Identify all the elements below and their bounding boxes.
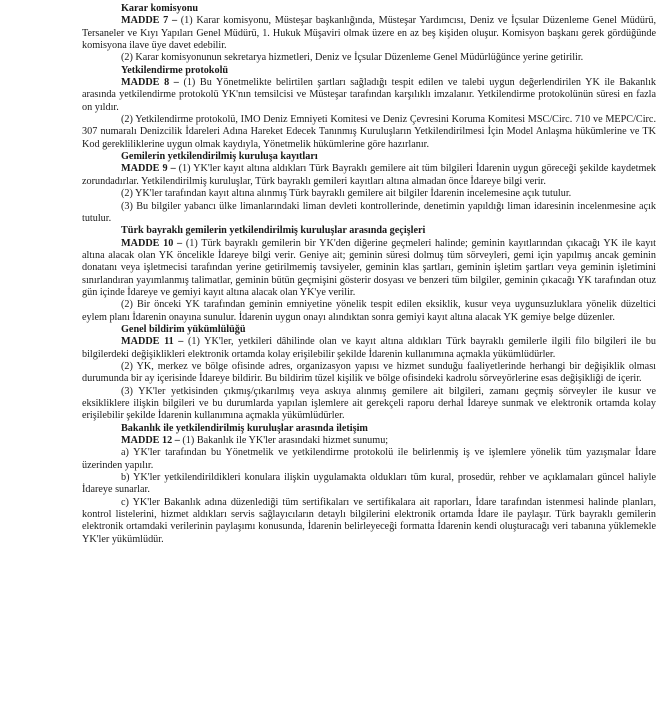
madde-12-label: MADDE 12 –: [121, 435, 180, 447]
madde-8-text: (1) Bu Yönetmelikte belirtilen şartları sağladığı tespit edilen ve talebi uygun değerlendirilen YK ile Bakanlık arasında yetkilendirme protokolü YK'nın temsilcisi ve Müsteşar tarafından karşılıklı imzalanır. Yetkilendirme protokolünün süresi en fazla on yıldır.: [82, 77, 656, 113]
madde-11-text: (1) YK'ler, yetkileri dâhilinde olan ve kayıt altına aldıkları Türk bayraklı gemilerle ilgili filo bilgileri ile bu bilgilerdeki değişiklikleri elektronik ortamda kolay erişilebilir şekilde İdarenin kullanımına açmakla yükümlüdürler.: [82, 336, 656, 360]
madde-12-para-1: [82, 435, 656, 447]
madde-7-text: (1) Karar komisyonu, Müsteşar başkanlığında, Müsteşar Yardımcısı, Deniz ve İçsular Düzenleme Genel Müdürü, Tersaneler ve Kıyı Yapıları Genel Müdürü, 1. Hukuk Müşaviri olmak üzere en az beş kişiden oluşur. Komisyon başkanı gerek gördüğünde komisyona ilave üye davet edebilir.: [82, 15, 657, 52]
madde-7-para-2: (2) Karar komisyonunun sekretarya hizmetleri, Deniz ve İçsular Düzenleme Genel Müdürlüğünce yerine getirilir.: [121, 52, 584, 64]
madde-12-text: (1) Bakanlık ile YK'ler arasındaki hizmet sunumu;: [179, 435, 389, 447]
madde-10-label: MADDE 10 –: [121, 237, 183, 249]
madde-10-text: (1) Türk bayraklı gemilerin bir YK'den diğerine geçmeleri halinde; geminin kayıtlarından çıkacağı YK ile kayıt altına alacak olan YK öncelikle İdareye bilgi verir. Geniye ait; geminin süresi dolmuş tüm sörveyleri, gemi için yapılmış ancak geminin donatanı veya işletmecisi tarafından yerine getirilmemiş tavsiyeler, geminin klas şartları, geminin işletim şartları veya geminin işletimini sınırlandıran yayımlanmış talimatlar, geminin bütün geçmişini gösterir dosyası ve benzeri tüm bilgiler, geminin çıkacağı YK tarafından otuz gün içinde İdareye ve gemiyi kayıt altına alacak olan YK'ye verilir.: [82, 237, 656, 298]
madde-11-para-3: (3) YK'ler yetkisinden çıkmış/çıkarılmış veya askıya alınmış gemilere ait bilgileri, zamanı geçmiş sörveyler ile kusur ve eksikliklere ilişkin bilgileri ve bu durumlarda yapılan işlemlere ait gerekçeli raporu derhal İdareye sunmak ve elektronik ortamda kolay erişilebilir şekilde İdarenin kullanımına açmakla yükümlüdürler.: [82, 385, 656, 422]
heading-genel-bildirim: Genel bildirim yükümlülüğü: [121, 323, 246, 335]
madde-9-para-3: (3) Bu bilgiler yabancı ülke limanlarındaki liman devleti kontrollerinde, denetimin yapıldığı liman idaresinin incelenmesine açık tutulur.: [82, 200, 656, 224]
heading-gecisler: Türk bayraklı gemilerin yetkilendirilmiş kuruluşlar arasında geçişleri: [121, 225, 426, 237]
heading-iletisim: Bakanlık ile yetkilendirilmiş kuruluşlar arasında iletişim: [121, 422, 368, 434]
heading-yetkilendirme-protokolu: Yetkilendirme protokolü: [121, 64, 229, 76]
heading-karar-komisyonu: Karar komisyonu: [121, 3, 199, 14]
madde-8-label: MADDE 8 –: [121, 77, 179, 89]
madde-11-para-2: (2) YK, merkez ve bölge ofisinde adres, organizasyon yapısı ve hizmet sunduğu faaliyetlerinde herhangi bir değişiklik olması durumunda bir ay içerisinde İdareye bildirir. Bu bildirim tüzel kişilik ve bölge ofisindeki kadrolu sörveyörlerine esas değişikliği de içerir.: [82, 360, 656, 385]
madde-8-para-1: [82, 77, 656, 114]
madde-9-para-1: [82, 163, 656, 188]
madde-12-item-b: b) YK'ler yetkilendirildikleri konulara ilişkin uygulamakta oldukları tüm kural, prosedür, rehber ve açıklamaları güncel haliyle İdareye sunarlar.: [82, 472, 656, 496]
madde-7-para-1: [82, 15, 656, 52]
heading-gemilerin-kayitlari: Gemilerin yetkilendirilmiş kuruluşa kayıtları: [121, 151, 318, 163]
madde-9-text: (1) YK'ler kayıt altına aldıkları Türk Bayraklı gemilere ait tüm bilgileri İdarenin uygun göreceği şekilde kaydetmek zorundadırlar. Yetkilendirilmiş kuruluşlar, Türk bayraklı gemileri kayıtları altına almadan önce İdareye bilgi verir.: [82, 163, 657, 187]
madde-9-label: MADDE 9 –: [121, 163, 176, 175]
madde-10-para-1: [82, 238, 656, 300]
madde-12-item-a: a) YK'ler tarafından bu Yönetmelik ve yetkilendirme protokolü ile belirlenmiş iş ve işlemlere yönelik tüm yazışmalar İdare üzerinden yapılır.: [82, 447, 656, 471]
madde-9-para-2: (2) YK'ler tarafından kayıt altına alınmış Türk bayraklı gemilere ait bilgiler İdarenin incelemesine açık tutulur.: [121, 188, 572, 200]
madde-10-para-2: (2) Bir önceki YK tarafından geminin emniyetine yönelik tespit edilen eksiklik, kusur veya uygunsuzluklara yönelik düzeltici eylem planı İdarenin onayına sunulur. İdarenin uygun onayı alındıktan sonra gemiyi kayıt altına alacak YK gemiye belge düzenler.: [82, 299, 656, 323]
madde-11-para-1: [82, 336, 656, 361]
madde-7-label: MADDE 7 –: [121, 15, 178, 27]
madde-12-item-c: c) YK'ler Bakanlık adına düzenlediği tüm sertifikaları ve sertifikalara ait raporları, İdare tarafından istenmesi halinde planları, kontrol listelerini, hizmet aldıkları servis sağlayıcıların detaylı bilgilerini elektronik ortamda İdare ile paylaşır. Türk bayraklı gemilerin elektronik ortamdaki verilerinin paylaşımı konusunda, İdarenin belirleyeceği formatta İdarenin kendi oluşturacağı veri tabanına yüklemekle YK'ler yükümlüdür.: [82, 496, 656, 545]
madde-11-label: MADDE 11 –: [121, 336, 184, 348]
madde-8-para-2: (2) Yetkilendirme protokolü, IMO Deniz Emniyeti Komitesi ve Deniz Çevresini Koruma Komitesi MSC/Circ. 710 ve MEPC/Circ. 307 numaralı Denizcilik İdareleri Adına Hareket Edecek Tanınmış Kuruluşların Yetkilendirilmesi İçin Model Anlaşma hükümlerine ve TK Kod gerekliliklerine uygun olmak kaydıyla, Yönetmelik hükümlerine göre hazırlanır.: [82, 114, 656, 150]
